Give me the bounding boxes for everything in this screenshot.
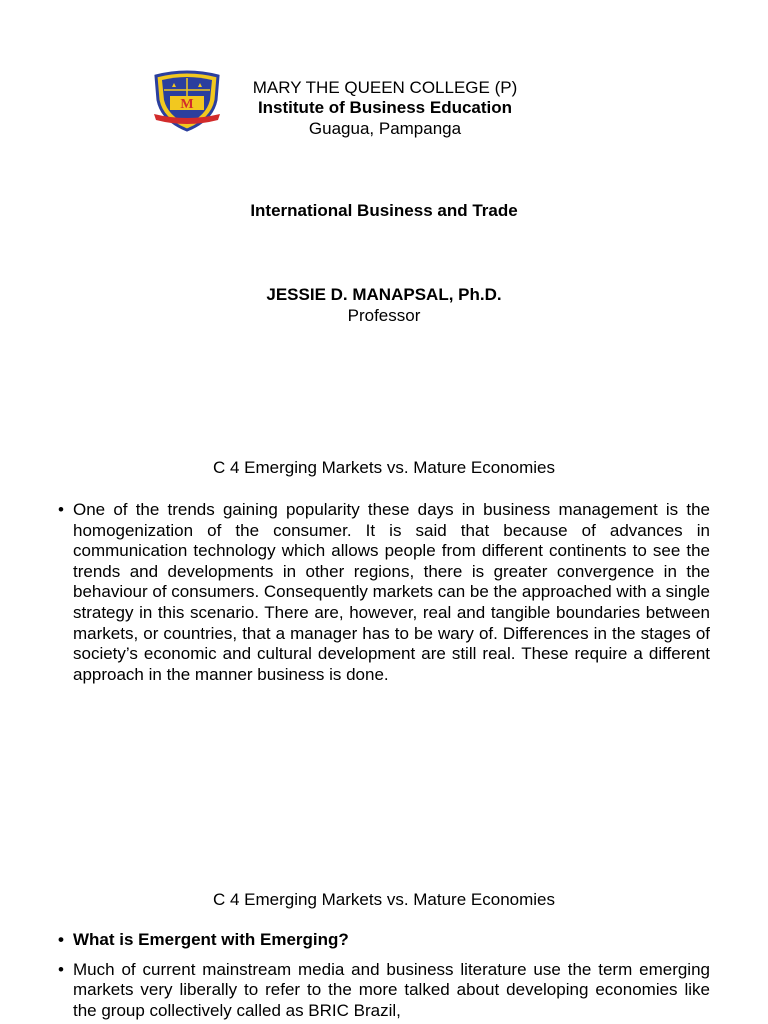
- slide-title: C 4 Emerging Markets vs. Mature Economies: [212, 458, 555, 477]
- college-shield-logo: [150, 70, 224, 132]
- bullet-list: [58, 930, 710, 1021]
- college-name: MARY THE QUEEN COLLEGE (P): [252, 78, 518, 97]
- bullet-item: • One of the trends gaining popularity these days in business management is the homogenization of the consumer. It is said that because of advances in communication technology which allows people from different continents to see the trends and developments in other regions, there is greater convergence in the behaviour of consumers. Consequently markets can be the approached with a single strategy in this scenario. There are, however, real and tangible boundaries between markets, or countries, that a manager has to be wary of. Differences in the stages of society’s economic and cultural development are still real. These require a different approach in the manner business is done.: [58, 500, 710, 685]
- institute-name: Institute of Business Education: [257, 98, 513, 117]
- bullet-item: • Much of current mainstream media and business literature use the term emerging markets very liberally to refer to the more talked about developing economies like the group collectively called as BRIC Brazil,: [58, 960, 710, 1022]
- slide-title: C 4 Emerging Markets vs. Mature Economies: [212, 890, 555, 909]
- professor-title: Professor: [347, 306, 421, 325]
- professor-name: JESSIE D. MANAPSAL, Ph.D.: [266, 285, 502, 304]
- bullet-question: • What is Emergent with Emerging?: [58, 930, 710, 951]
- course-title: International Business and Trade: [250, 201, 518, 220]
- bullet-list: [58, 500, 710, 685]
- logo-letter: M: [180, 97, 194, 112]
- college-location: Guagua, Pampanga: [308, 119, 462, 138]
